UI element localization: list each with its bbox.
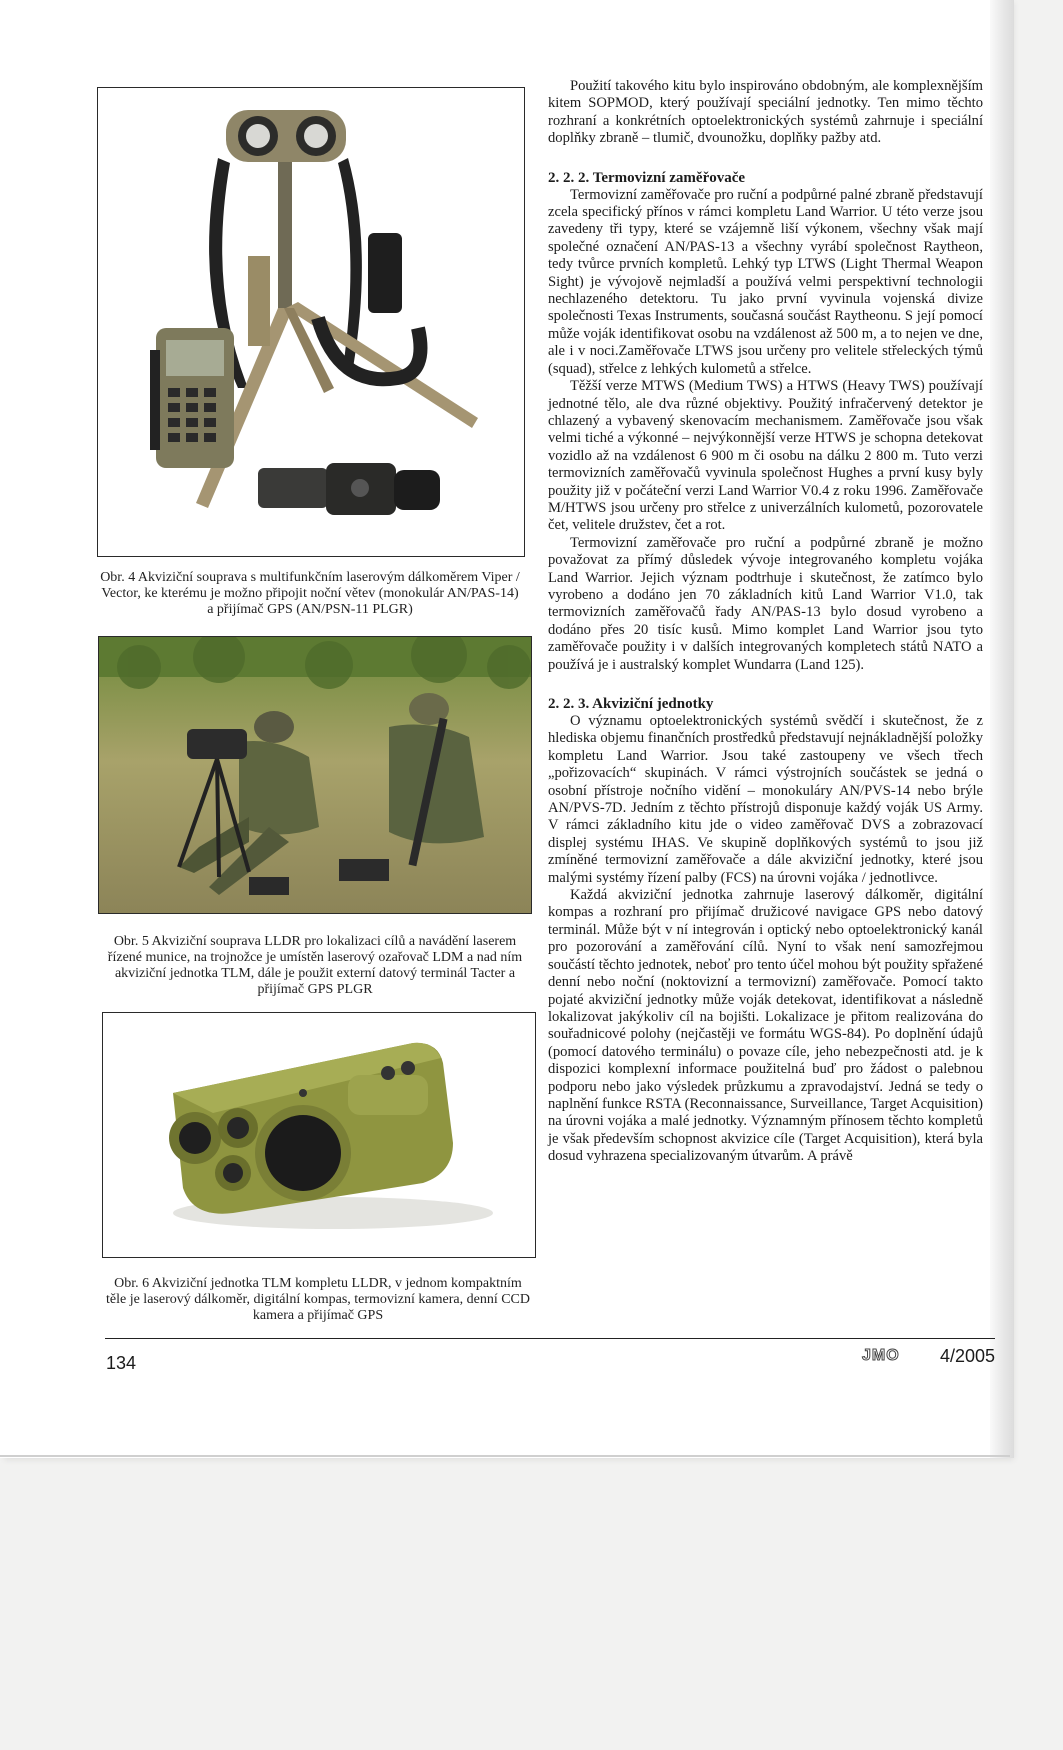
- paragraph-4: Termovizní zaměřovače pro ruční a podpůrné zbraně je možno považovat za přímý důsledek vývoje integrovaného kompletu vojáka Land Warrior. Jejich význam podtrhuje i skutečnost, že zatímco bylo vyrobeno a dodáno jen 70 základních kitů Land Warrior V1.0, tak termovizních zaměřovačů řady AN/PAS-13 bylo dosud vyrobeno a dodáno přes 20 tisíc kusů. Mimo komplet Land Warrior jsou tyto zaměřovače použity i v dalších integrovaných kompletech států NATO a používá je i australský komplet Wundarra (Land 125).: [548, 534, 983, 673]
- figure-5-caption: Obr. 5 Akviziční souprava LLDR pro lokalizaci cílů a navádění laserem řízené munice, na trojnožce je umístěn laserový ozařovač LDM a nad ním akviziční jednotka TLM, dále je použit externí datový terminál Tacter a přijímač GPS PLGR: [107, 934, 523, 997]
- paragraph-6: Každá akviziční jednotka zahrnuje laserový dálkoměr, digitální kompas a rozhraní pro přijímač družicové navigace GPS nebo datový terminál. Může být v ní integrován i optický nebo optoelektronický kanál pro pozorování a zaměřování cílů. Nyní to však není samozřejmou součástí těchto jednotek, neboť pro tento účel mohou být použity spřažené denní nebo noční (noktovizní a termovizní) zaměřovače. Pomocí takto pojaté akviziční jednotky může voják detekovat, identifikovat a následně lokalizovat jakýkoliv cíl na bojišti. Lokalizace je přitom realizována do souřadnicové polohy (nejčastěji ve formátu WGS-84). Po doplnění údajů (pomocí datového terminálu) o povaze cíle, jeho nebezpečnosti atd. je k dispozici komplexní informace použitelná buď pro žádost o palebnou podporu nebo jako výsledek průzkumu a zpravodajství. Jedná se tedy o naplnění funkce RSTA (Reconnaissance, Surveillance, Target Acquisition) na úrovni vojáka a malé jednotky. Významným přínosem těchto kompletů je však především schopnost akvizice cíle (Target Acquisition), která byla dosud vyhrazena specializovaným útvarům. A právě: [548, 887, 983, 1165]
- figure-6-photo: [102, 1012, 536, 1258]
- magazine-logo: JMO: [862, 1347, 900, 1364]
- article-text-column: [548, 78, 983, 1166]
- figure-4-photo: [97, 87, 525, 557]
- soldiers-field-image: [99, 637, 531, 913]
- rangefinder-tripod-image: [98, 88, 524, 556]
- section-heading-termovizni: 2. 2. 2. Termovizní zaměřovače: [548, 169, 746, 186]
- footer-rule: [105, 1338, 995, 1339]
- section-heading-akvizicni: 2. 2. 3. Akviziční jednotky: [548, 696, 714, 712]
- page-number: 134: [106, 1353, 137, 1373]
- paragraph-3: Těžší verze MTWS (Medium TWS) a HTWS (Heavy TWS) používají jednotné tělo, ale dva různé objektivy. Použitý infračervený detektor je chlazený a vybavený skenovacím mechanismem. Zaměřovače jsou však velmi tiché a výkonné – nejvýkonnější verze HTWS je schopna detekovat vozidlo až na vzdálenost 6 900 m či osobu na dálku 2 800 m. Tuto verzi termovizních zaměřovačů vyvinula společnost Hughes a první kusy byly použity již v počáteční verzi Land Warrior V0.4 z roku 1996. Zaměřovače M/HTWS jsou určeny pro střelce z univerzálních kulometů, pozorovatele čet, velitele družstev, čet a rot.: [548, 378, 983, 534]
- paragraph-2: Termovizní zaměřovače pro ruční a podpůrné palné zbraně představují zcela specifický přínos v rámci kompletu Land Warrior. U této verze jsou zavedeny tři typy, které se vzájemně liší výkonem, všechny však mají společné označení AN/PAS-13 a všechny vyrábí společnost Raytheon, tedy tvůrce prvních kompletů. Lehký typ LTWS (Light Thermal Weapon Sight) je vývojově nejmladší a používá velmi perspektivní technologii nechlazeného detektoru. Tu jako první vyvinula vojenská divize společnosti Texas Instruments, současná součást Raytheonu. S její pomocí může voják identifikovat osobu na vzdálenost až 500 m, a to nejen ve dne, ale i v noci.Zaměřovače LTWS jsou určeny pro velitele střeleckých týmů (squad), střelce z lehkých kulometů a střelce.: [548, 186, 983, 377]
- tlm-unit-image: [103, 1013, 535, 1257]
- issue-number: 4/2005: [940, 1346, 996, 1366]
- figure-5-photo: [98, 636, 532, 914]
- figure-6-caption: Obr. 6 Akviziční jednotka TLM kompletu LLDR, v jednom kompaktním těle je laserový dálkoměr, digitální kompas, termovizní kamera, denní CCD kamera a přijímač GPS: [106, 1276, 530, 1323]
- page-bottom-edge: [0, 1455, 1010, 1457]
- paragraph-5: O významu optoelektronických systémů svědčí i skutečnost, že z hlediska objemu finančních prostředků představují nejnákladnější položky kompletu Land Warrior. Jsou také zastoupeny ve všech třech „pořizovacích“ skupinách. V rámci výstrojních součástek se jedná o osobní přístroje nočního vidění – monokuláry AN/PVS-14 nebo brýle AN/PVS-7D. Jedním z těchto přístrojů disponuje každý voják US Army. V rámci základního kitu jde o video zaměřovač DVS a zobrazovací displej systému IHAS. Ve skupině doplňkových systémů to jsou již zmíněné termovizní zaměřovače a dále akviziční jednotky, které jsou malými systémy řízení palby (FCS) na úrovni vojáka / jednotlivce.: [548, 713, 983, 886]
- figure-4-caption: Obr. 4 Akviziční souprava s multifunkčním laserovým dálkoměrem Viper / Vector, ke kterému je možno připojit noční větev (monokulár AN/PAS-14) a přijímač GPS (AN/PSN-11 PLGR): [100, 570, 520, 617]
- paragraph-1: Použití takového kitu bylo inspirováno obdobným, ale komplexnějším kitem SOPMOD, který používají speciální jednotky. Ten mimo těchto rozhraní a konkrétních optoelektronických systémů zahrnuje i speciální doplňky zbraně – tlumič, dvounožku, doplňky pažby atd.: [548, 78, 983, 147]
- page-edge: [990, 0, 1014, 1458]
